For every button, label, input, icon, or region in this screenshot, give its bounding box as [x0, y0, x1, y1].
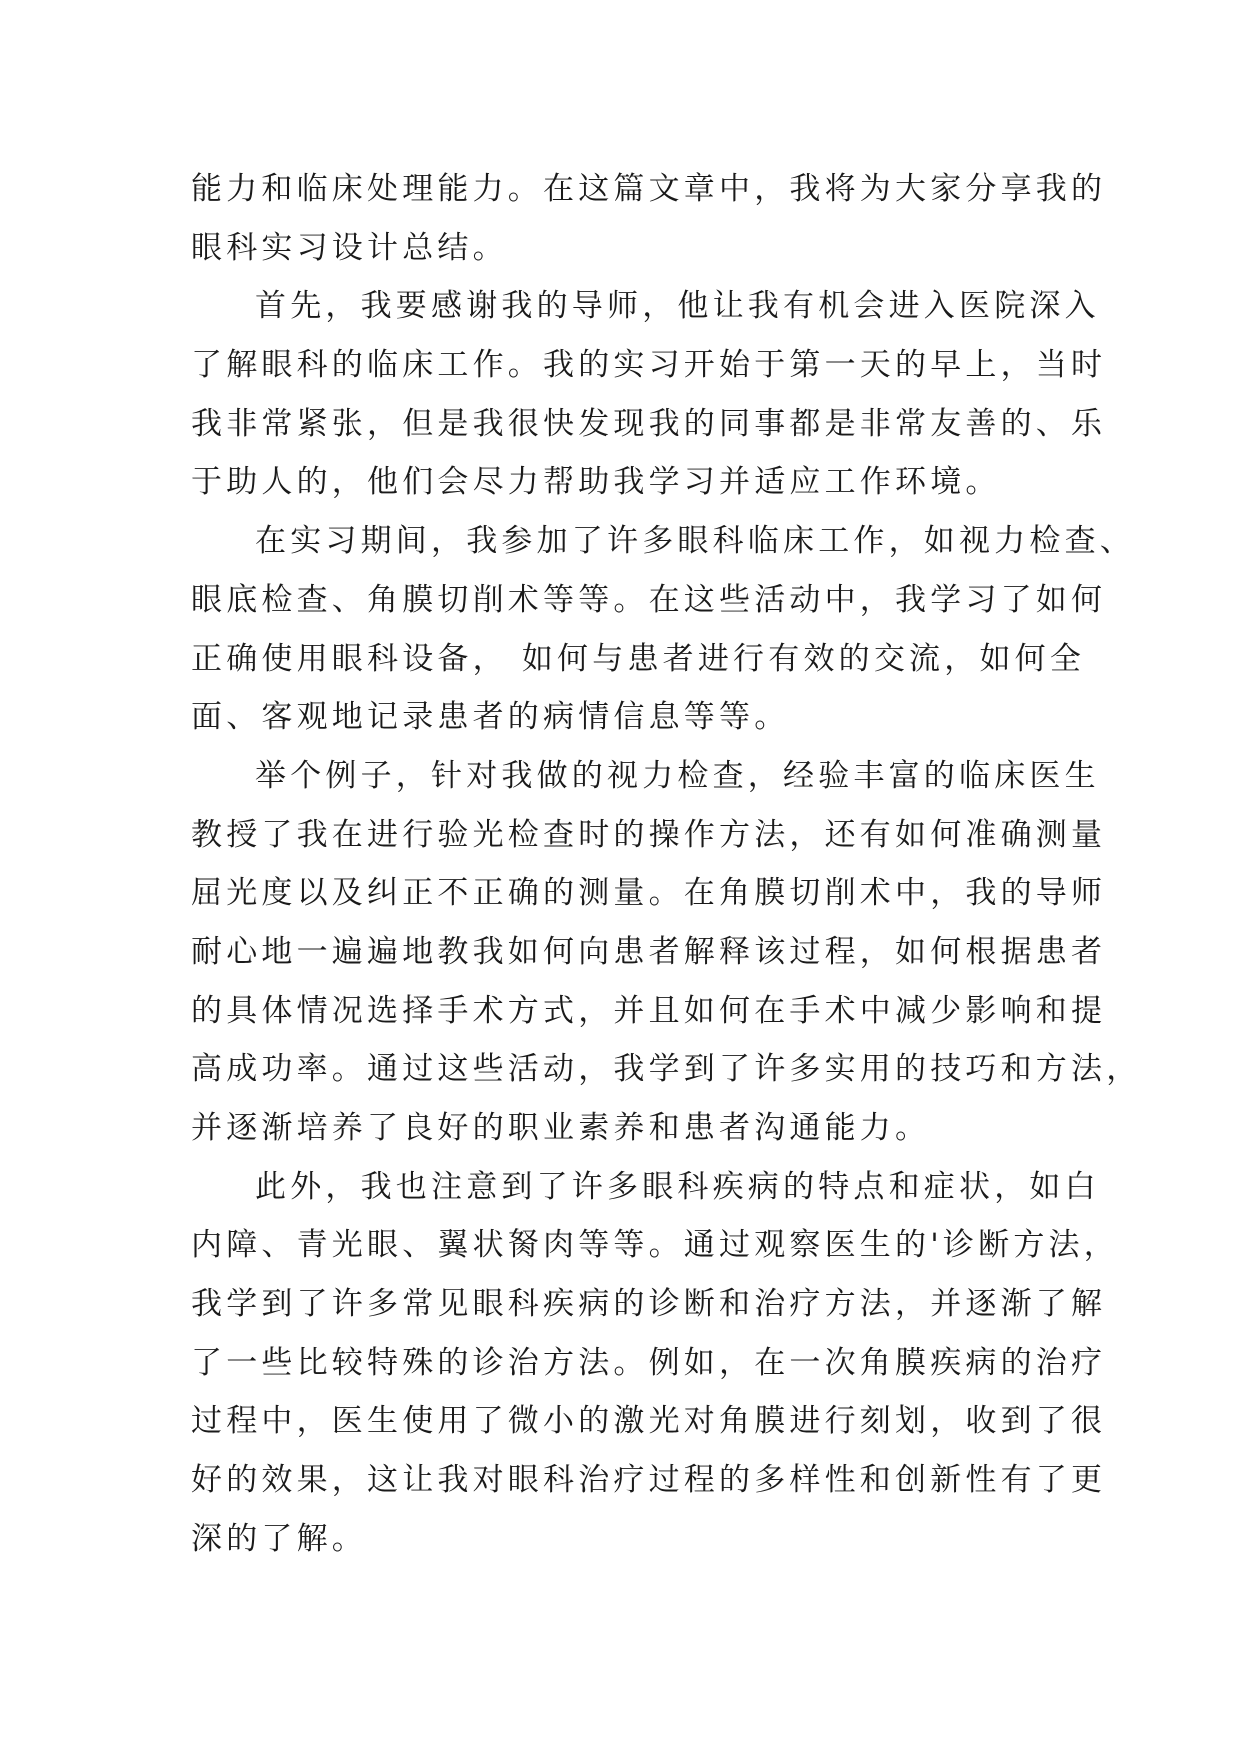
text-line: 耐心地一遍遍地教我如何向患者解释该过程，如何根据患者: [191, 933, 1107, 970]
text-line: 屈光度以及纠正不正确的测量。在角膜切削术中，我的导师: [191, 875, 1107, 912]
text-line: 我非常紧张，但是我很快发现我的同事都是非常友善的、乐: [191, 405, 1107, 442]
text-line: 了一些比较特殊的诊治方法。例如，在一次角膜疾病的治疗: [191, 1344, 1107, 1381]
text-line: 并逐渐培养了良好的职业素养和患者沟通能力。: [191, 1110, 931, 1146]
text-line: 内障、青光眼、翼状胬肉等等。通过观察医生的'诊断方法，: [191, 1227, 1119, 1264]
paragraph-first-line: 举个例子，针对我做的视力检查，经验丰富的临床医生: [255, 757, 1100, 794]
text-line: 高成功率。通过这些活动，我学到了许多实用的技巧和方法，: [191, 1051, 1142, 1088]
text-line: 于助人的，他们会尽力帮助我学习并适应工作环境。: [191, 464, 1001, 501]
paragraph-first-line: 首先，我要感谢我的导师，他让我有机会进入医院深入: [255, 288, 1100, 325]
text-line: 深的了解。: [191, 1520, 367, 1557]
text-line: 面、客观地记录患者的病情信息等等。: [191, 699, 790, 736]
document-body: [191, 160, 1142, 1569]
text-line: 眼科实习设计总结。: [191, 229, 508, 266]
text-line: 了解眼科的临床工作。我的实习开始于第一天的早上，当时: [191, 347, 1107, 384]
paragraph-first-line: 在实习期间，我参加了许多眼科临床工作，如视力检查、: [255, 523, 1135, 560]
text-line: 我学到了许多常见眼科疾病的诊断和治疗方法，并逐渐了解: [191, 1286, 1107, 1323]
text-line: 的具体情况选择手术方式，并且如何在手术中减少影响和提: [191, 992, 1107, 1029]
paragraph-first-line: 此外，我也注意到了许多眼科疾病的特点和症状，如白: [255, 1168, 1100, 1205]
text-line: 正确使用眼科设备， 如何与患者进行有效的交流，如何全: [191, 640, 1086, 677]
text-line: 眼底检查、角膜切削术等等。在这些活动中，我学习了如何: [191, 581, 1107, 618]
text-line: 教授了我在进行验光检查时的操作方法，还有如何准确测量: [191, 816, 1107, 853]
text-line: 能力和临床处理能力。在这篇文章中，我将为大家分享我的: [191, 171, 1107, 207]
text-line: 好的效果，这让我对眼科治疗过程的多样性和创新性有了更: [191, 1462, 1107, 1499]
text-line: 过程中，医生使用了微小的激光对角膜进行刻划，收到了很: [191, 1403, 1107, 1440]
